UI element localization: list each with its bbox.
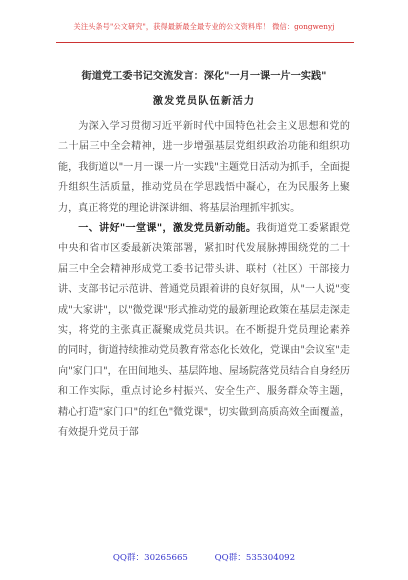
document-title-line1: 街道党工委书记交流发言：深化"一月一课一片一实践" <box>81 70 327 82</box>
footer-qq-group-1: QQ群：30265665 <box>112 553 188 563</box>
intro-paragraph: 为深入学习贯彻习近平新时代中国特色社会主义思想和党的二十届三中全会精神，进一步增强基层党组织政治功能和组织功能，我街道以"一月一课一片一实践"主题党日活动为抓手，全面提升组织生活质量，推动党员在学思践悟中凝心，在为民服务上聚力，真正将党的理论讲深讲细、将基层治理抓牢抓实。 <box>58 121 350 214</box>
section1-body: 我街道党工委紧跟党中央和省市区委最新决策部署，紧扣时代发展脉搏围绕党的二十届三中全会精神形成党工委书记带头讲、联村（社区）干部接力讲、支部书记示范讲、普通党员跟着讲的良好氛围，从"一人说"变成"大家讲"，以"微党课"形式推动党的最新理论政策在基层走深走实，将党的主张真正凝聚成党员共识。在不断提升党员理论素养的同时，街道持续推动党员教育常态化长效化，党课由"会议室"走向"家门口"，在田间地头、基层阵地、屋场院落党员结合自身经历和工作实际，重点讨论乡村振兴、安全生产、服务群众等主题，精心打造"家门口"的红色"微党课"，切实做到高质高效全面覆盖，有效提升党员于部 <box>58 223 350 439</box>
section1-paragraph <box>58 219 350 443</box>
footer <box>0 551 408 563</box>
header-banner: 关注头条号"公文研究"，获得最新最全最专业的公文资料库！ 微信：gongwenyj <box>73 22 335 31</box>
document-title-line2: 激发党员队伍新活力 <box>152 95 256 107</box>
header-divider <box>56 42 354 43</box>
section1-heading: 一、讲好"一堂课"，激发党员新动能。 <box>78 223 257 235</box>
footer-qq-group-2: QQ群：535304092 <box>214 553 296 563</box>
document-body <box>58 117 350 444</box>
